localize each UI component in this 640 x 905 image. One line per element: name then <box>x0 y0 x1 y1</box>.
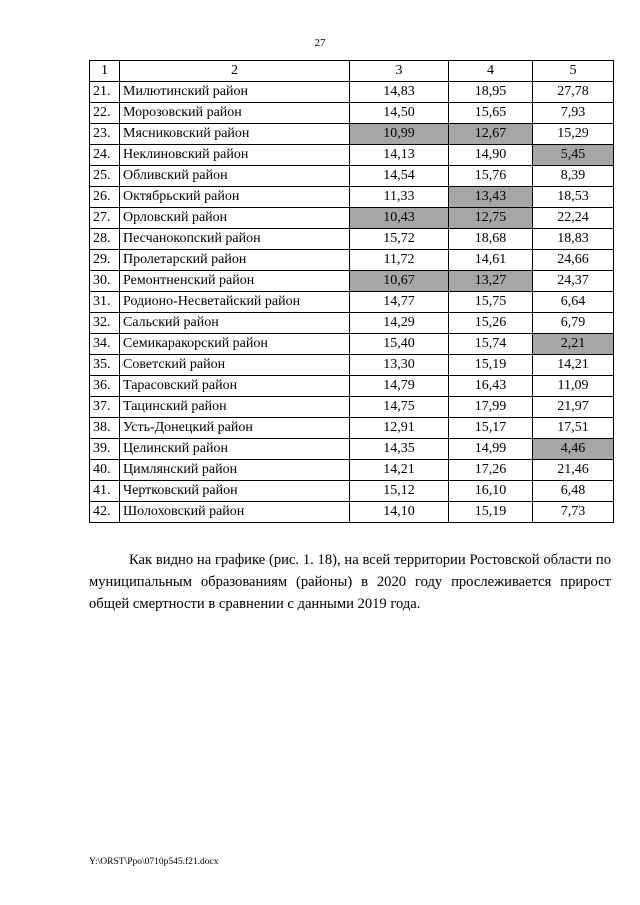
table-row <box>90 250 614 271</box>
district-name-cell: Усть-Донецкий район <box>120 418 350 439</box>
column-header: 4 <box>449 61 533 82</box>
value-cell-col5: 6,64 <box>533 292 614 313</box>
value-cell-col3: 15,12 <box>350 481 449 502</box>
table-header-row <box>90 61 614 82</box>
value-cell-col5: 27,78 <box>533 82 614 103</box>
value-cell-col4: 15,65 <box>449 103 533 124</box>
district-name-cell: Советский район <box>120 355 350 376</box>
row-number-cell: 29. <box>90 250 120 271</box>
value-cell-col3: 14,54 <box>350 166 449 187</box>
row-number-cell: 31. <box>90 292 120 313</box>
district-name-cell: Морозовский район <box>120 103 350 124</box>
row-number-cell: 23. <box>90 124 120 145</box>
district-name-cell: Песчанокопский район <box>120 229 350 250</box>
district-name-cell: Обливский район <box>120 166 350 187</box>
row-number-cell: 34. <box>90 334 120 355</box>
table-row <box>90 166 614 187</box>
file-path-footer: Y:\ORST\Ppo\0710p545.f21.docx <box>89 857 219 867</box>
value-cell-col5: 15,29 <box>533 124 614 145</box>
value-cell-col5: 8,39 <box>533 166 614 187</box>
value-cell-col4: 12,67 <box>449 124 533 145</box>
value-cell-col5: 22,24 <box>533 208 614 229</box>
value-cell-col4: 17,99 <box>449 397 533 418</box>
table-row <box>90 376 614 397</box>
value-cell-col4: 15,19 <box>449 502 533 523</box>
table-row <box>90 439 614 460</box>
value-cell-col3: 15,72 <box>350 229 449 250</box>
value-cell-col3: 14,35 <box>350 439 449 460</box>
table-row <box>90 82 614 103</box>
value-cell-col3: 14,83 <box>350 82 449 103</box>
value-cell-col5: 2,21 <box>533 334 614 355</box>
table-row <box>90 397 614 418</box>
row-number-cell: 42. <box>90 502 120 523</box>
value-cell-col3: 11,33 <box>350 187 449 208</box>
district-name-cell: Цимлянский район <box>120 460 350 481</box>
value-cell-col4: 16,43 <box>449 376 533 397</box>
value-cell-col5: 21,46 <box>533 460 614 481</box>
row-number-cell: 25. <box>90 166 120 187</box>
value-cell-col5: 11,09 <box>533 376 614 397</box>
value-cell-col3: 14,13 <box>350 145 449 166</box>
district-name-cell: Октябрьский район <box>120 187 350 208</box>
value-cell-col3: 13,30 <box>350 355 449 376</box>
value-cell-col5: 6,79 <box>533 313 614 334</box>
row-number-cell: 21. <box>90 82 120 103</box>
table-row <box>90 334 614 355</box>
value-cell-col4: 13,27 <box>449 271 533 292</box>
value-cell-col3: 14,10 <box>350 502 449 523</box>
table-row <box>90 103 614 124</box>
district-name-cell: Шолоховский район <box>120 502 350 523</box>
value-cell-col5: 7,93 <box>533 103 614 124</box>
row-number-cell: 37. <box>90 397 120 418</box>
row-number-cell: 22. <box>90 103 120 124</box>
value-cell-col5: 17,51 <box>533 418 614 439</box>
value-cell-col4: 12,75 <box>449 208 533 229</box>
row-number-cell: 41. <box>90 481 120 502</box>
column-header: 3 <box>350 61 449 82</box>
value-cell-col4: 15,74 <box>449 334 533 355</box>
table-row <box>90 313 614 334</box>
value-cell-col3: 14,29 <box>350 313 449 334</box>
table-row <box>90 124 614 145</box>
value-cell-col3: 15,40 <box>350 334 449 355</box>
table-row <box>90 208 614 229</box>
value-cell-col4: 16,10 <box>449 481 533 502</box>
value-cell-col5: 14,21 <box>533 355 614 376</box>
value-cell-col5: 18,83 <box>533 229 614 250</box>
district-name-cell: Целинский район <box>120 439 350 460</box>
table-body <box>90 82 614 523</box>
value-cell-col3: 14,77 <box>350 292 449 313</box>
value-cell-col4: 15,75 <box>449 292 533 313</box>
value-cell-col3: 14,21 <box>350 460 449 481</box>
value-cell-col4: 18,95 <box>449 82 533 103</box>
table-row <box>90 418 614 439</box>
value-cell-col5: 21,97 <box>533 397 614 418</box>
column-header: 5 <box>533 61 614 82</box>
value-cell-col4: 13,43 <box>449 187 533 208</box>
district-name-cell: Неклиновский район <box>120 145 350 166</box>
value-cell-col5: 18,53 <box>533 187 614 208</box>
value-cell-col3: 14,79 <box>350 376 449 397</box>
district-name-cell: Милютинский район <box>120 82 350 103</box>
district-name-cell: Пролетарский район <box>120 250 350 271</box>
value-cell-col3: 12,91 <box>350 418 449 439</box>
value-cell-col3: 11,72 <box>350 250 449 271</box>
column-header: 1 <box>90 61 120 82</box>
table-row <box>90 187 614 208</box>
row-number-cell: 36. <box>90 376 120 397</box>
value-cell-col4: 14,99 <box>449 439 533 460</box>
value-cell-col3: 10,43 <box>350 208 449 229</box>
district-name-cell: Родионо-Несветайский район <box>120 292 350 313</box>
district-name-cell: Мясниковский район <box>120 124 350 145</box>
page-number: 27 <box>314 37 326 49</box>
row-number-cell: 32. <box>90 313 120 334</box>
value-cell-col4: 15,76 <box>449 166 533 187</box>
value-cell-col4: 15,26 <box>449 313 533 334</box>
district-name-cell: Тарасовский район <box>120 376 350 397</box>
table-row <box>90 229 614 250</box>
value-cell-col4: 17,26 <box>449 460 533 481</box>
value-cell-col5: 24,66 <box>533 250 614 271</box>
district-name-cell: Ремонтненский район <box>120 271 350 292</box>
value-cell-col5: 5,45 <box>533 145 614 166</box>
row-number-cell: 28. <box>90 229 120 250</box>
value-cell-col4: 14,61 <box>449 250 533 271</box>
table-row <box>90 355 614 376</box>
value-cell-col5: 4,46 <box>533 439 614 460</box>
mortality-table <box>89 60 614 523</box>
column-header: 2 <box>120 61 350 82</box>
district-name-cell: Семикаракорский район <box>120 334 350 355</box>
row-number-cell: 24. <box>90 145 120 166</box>
district-name-cell: Чертковский район <box>120 481 350 502</box>
value-cell-col3: 10,99 <box>350 124 449 145</box>
value-cell-col4: 15,17 <box>449 418 533 439</box>
row-number-cell: 40. <box>90 460 120 481</box>
table-row <box>90 460 614 481</box>
district-name-cell: Тацинский район <box>120 397 350 418</box>
table-row <box>90 292 614 313</box>
district-name-cell: Сальский район <box>120 313 350 334</box>
table-row <box>90 271 614 292</box>
row-number-cell: 39. <box>90 439 120 460</box>
row-number-cell: 38. <box>90 418 120 439</box>
body-paragraph: Как видно на графике (рис. 1. 18), на всей территории Ростовской области по муниципальным образованиям (районы) в 2020 году прослеживается прирост общей смертности в сравнении с данными 2019 года. <box>89 552 611 612</box>
row-number-cell: 35. <box>90 355 120 376</box>
row-number-cell: 30. <box>90 271 120 292</box>
value-cell-col3: 14,50 <box>350 103 449 124</box>
district-name-cell: Орловский район <box>120 208 350 229</box>
value-cell-col3: 10,67 <box>350 271 449 292</box>
value-cell-col4: 14,90 <box>449 145 533 166</box>
table-row <box>90 145 614 166</box>
row-number-cell: 27. <box>90 208 120 229</box>
table-row <box>90 502 614 523</box>
value-cell-col3: 14,75 <box>350 397 449 418</box>
value-cell-col5: 7,73 <box>533 502 614 523</box>
table-row <box>90 481 614 502</box>
value-cell-col4: 18,68 <box>449 229 533 250</box>
value-cell-col5: 24,37 <box>533 271 614 292</box>
row-number-cell: 26. <box>90 187 120 208</box>
value-cell-col5: 6,48 <box>533 481 614 502</box>
value-cell-col4: 15,19 <box>449 355 533 376</box>
